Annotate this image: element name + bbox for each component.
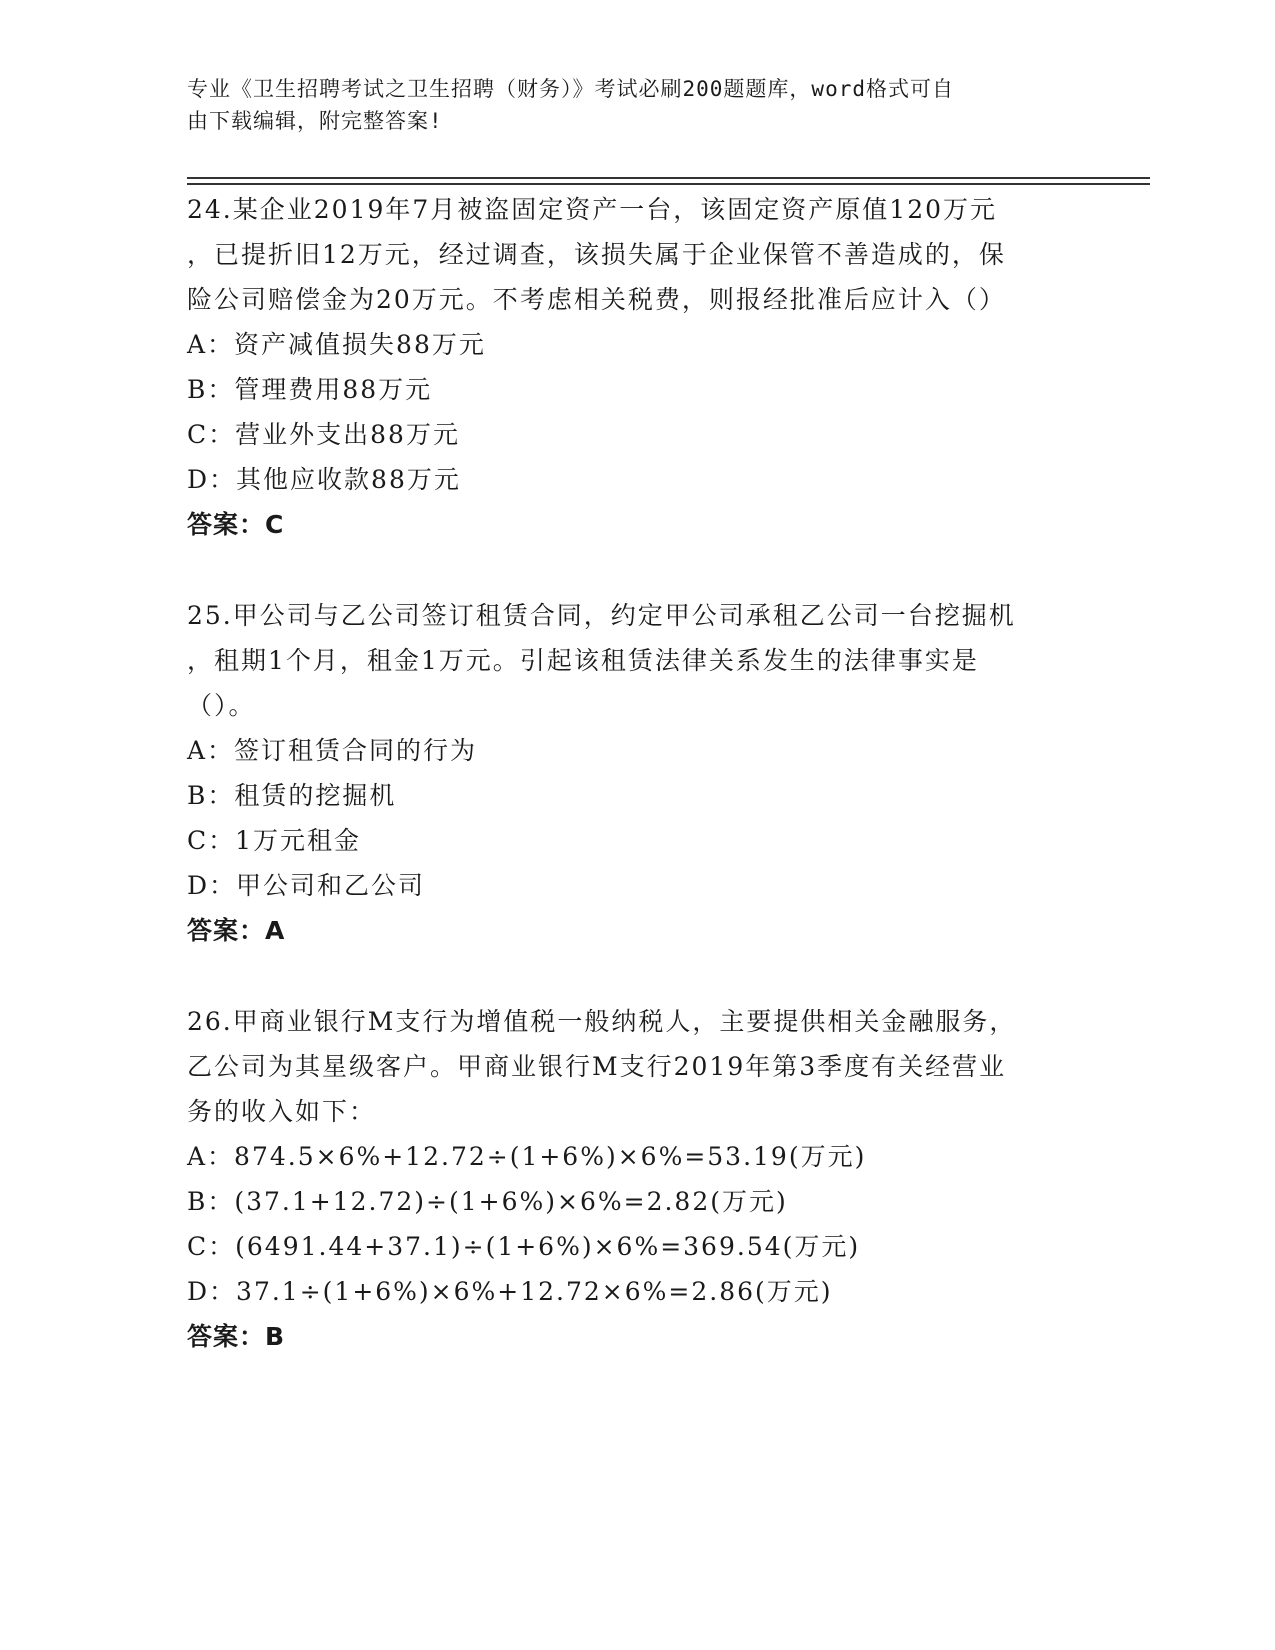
header-line-2: 由下载编辑，附完整答案! (187, 109, 443, 133)
header-divider-bottom (187, 183, 1150, 185)
question-26 (187, 999, 1087, 1359)
option-c: C：(6491.44+37.1)÷(1+6%)×6%=369.54(万元) (187, 1232, 861, 1261)
option-d: D：甲公司和乙公司 (187, 871, 426, 900)
question-25 (187, 593, 1087, 953)
option-c: C：营业外支出88万元 (187, 420, 460, 449)
question-text (187, 593, 1087, 728)
question-line: 务的收入如下： (187, 1097, 377, 1126)
option-b: B：管理费用88万元 (187, 375, 433, 404)
option-a: A：资产减值损失88万元 (187, 330, 486, 359)
option-c: C：1万元租金 (187, 826, 362, 855)
option-b: B：(37.1+12.72)÷(1+6%)×6%=2.82(万元) (187, 1187, 788, 1216)
question-text (187, 187, 1087, 322)
document-header (187, 73, 1067, 137)
question-line: 25.甲公司与乙公司签订租赁合同，约定甲公司承租乙公司一台挖掘机 (187, 601, 1016, 630)
option-d: D：37.1÷(1+6%)×6%+12.72×6%=2.86(万元) (187, 1277, 833, 1306)
answer: 答案：B (187, 1322, 286, 1351)
question-line: ，租期1个月，租金1万元。引起该租赁法律关系发生的法律事实是 (187, 646, 979, 675)
question-line: 24.某企业2019年7月被盗固定资产一台，该固定资产原值120万元 (187, 195, 998, 224)
question-24 (187, 187, 1087, 547)
option-b: B：租赁的挖掘机 (187, 781, 397, 810)
question-line: ，已提折旧12万元，经过调查，该损失属于企业保管不善造成的，保 (187, 240, 1006, 269)
answer: 答案：C (187, 510, 285, 539)
questions-list (187, 187, 1087, 1405)
option-a: A：874.5×6%+12.72÷(1+6%)×6%=53.19(万元) (187, 1142, 867, 1171)
question-text (187, 999, 1087, 1134)
question-line: 26.甲商业银行M支行为增值税一般纳税人，主要提供相关金融服务， (187, 1007, 1017, 1036)
option-d: D：其他应收款88万元 (187, 465, 461, 494)
header-divider-top (187, 177, 1150, 179)
question-line: 险公司赔偿金为20万元。不考虑相关税费，则报经批准后应计入（） (187, 285, 1006, 314)
option-a: A：签订租赁合同的行为 (187, 736, 478, 765)
answer: 答案：A (187, 916, 286, 945)
header-line-1: 专业《卫生招聘考试之卫生招聘（财务）》考试必刷200题题库，word格式可自 (187, 77, 954, 101)
question-line: （）。 (187, 691, 256, 720)
question-line: 乙公司为其星级客户。甲商业银行M支行2019年第3季度有关经营业 (187, 1052, 1007, 1081)
